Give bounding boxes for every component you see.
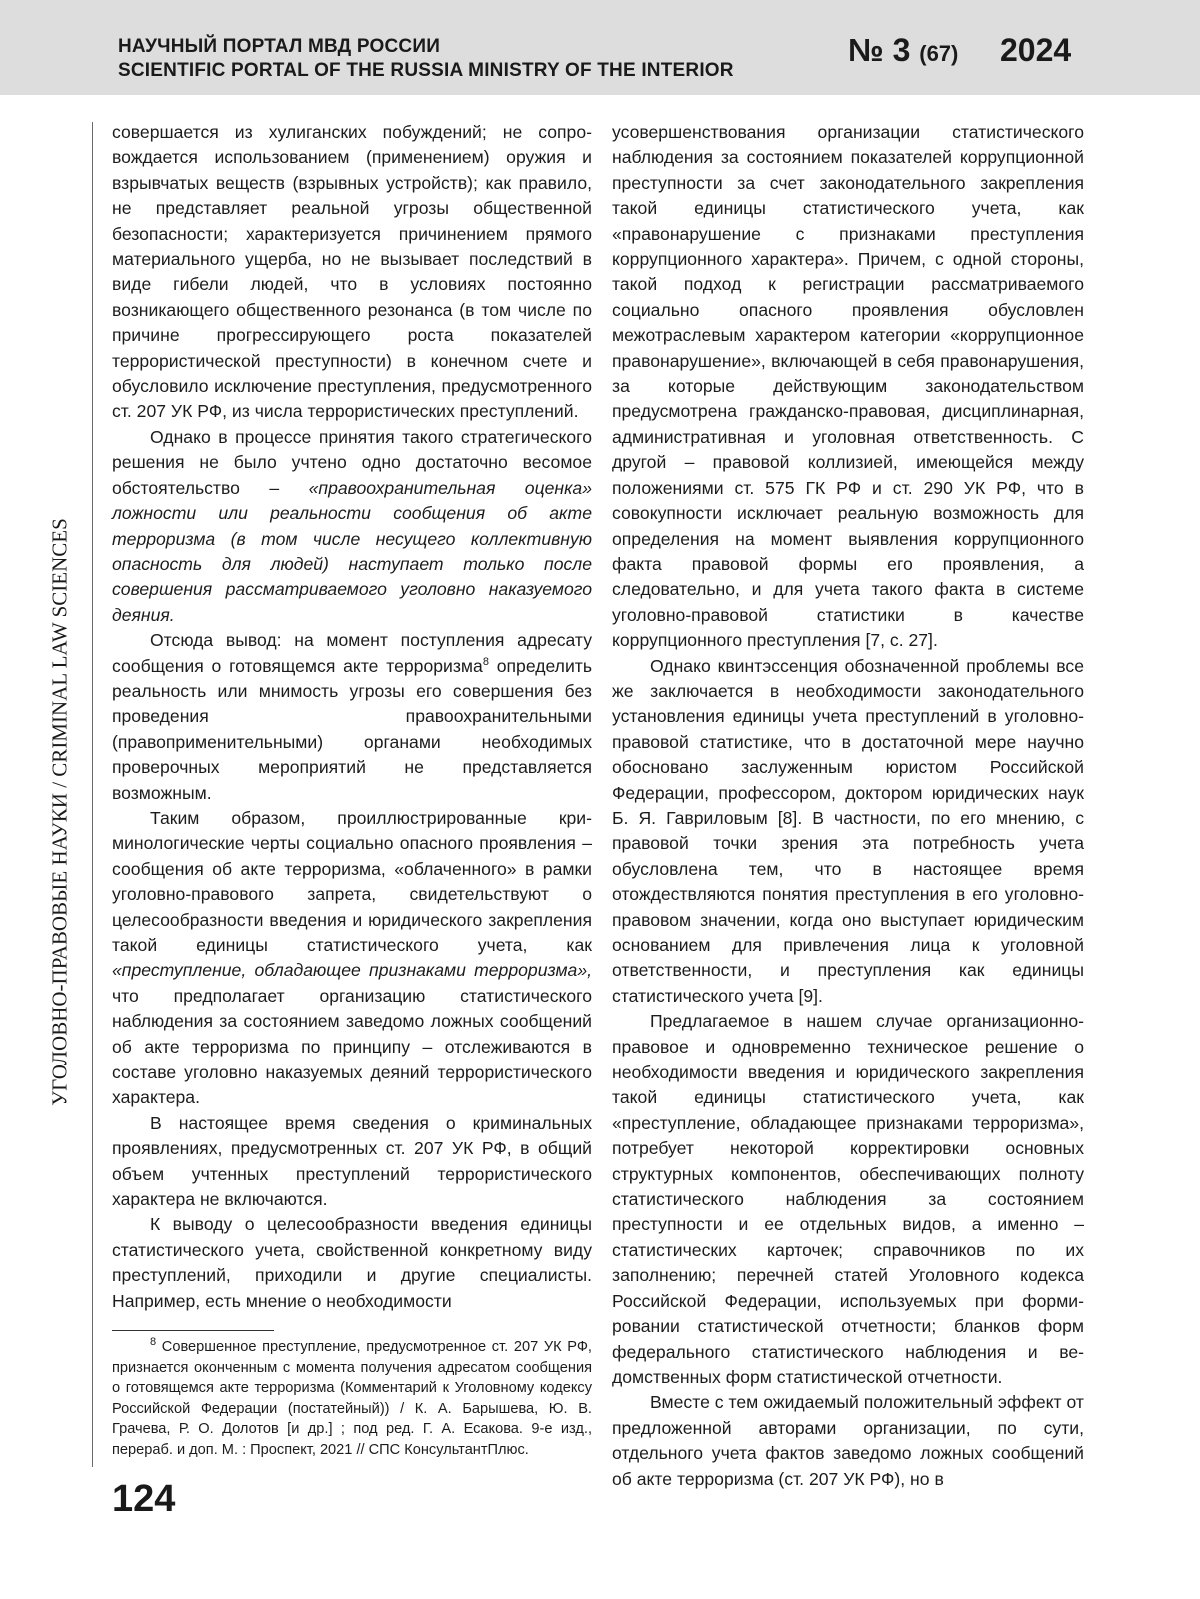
right-column [612, 120, 1084, 1492]
page-number: 124 [112, 1478, 176, 1520]
paragraph [112, 628, 592, 806]
paragraph-emphasis: «преступление, обладающее признаками терроризма», [112, 960, 592, 981]
issue-number [848, 32, 958, 69]
paragraph [112, 425, 592, 628]
paragraph: Предлагаемое в нашем случае организационно-правовое и одновременно техническое решение о необходимости введения и юридического закрепления такой единицы статистического учета, как «преступление, обладающее признаками терроризма», потребует некоторой корректировки основных структурных компонентов, обеспечивающих полноту статистического наблюдения за состоянием преступности и ее отдельных видов, а именно – статистических карточек; справочников по их заполнению; перечней статей Уголовного кодекса Российской Федерации, используемых при формировании статистической отчетности; бланков форм федерального статистического наблюдения и ведомственных форм статистической отчетности. [612, 1011, 1084, 1387]
footnote-divider [112, 1330, 274, 1331]
paragraph-text: Однако в процессе принятия такого стратегического решения не было учтено одно достаточно весомое обстоятельство – [112, 426, 592, 498]
paragraph: совершается из хулиганских побуждений; не сопровождается использованием (применением) оружия и взрывчатых веществ (взрывных устройств); как правило, не представляет реальной угрозы общественной безопасности; характеризуется причинением прямого материального ущерба, но не вызывает последствий в виде гибели людей, что в условиях постоянно возникающего общественного резонанса (в том числе по причине прогрессирующего роста показателей террористической преступности) в конечном счете и обусловило исключение преступления, предусмотренного ст. 207 УК РФ, из числа террористических преступлений. [112, 122, 592, 422]
paragraph: Однако квинтэссенция обозначенной проблемы все же заключается в необходимости законодательного установления единицы учета преступлений в уголовно-правовой статистике, что в достаточной мере научно обосновано заслуженным юристом Российской Федерации, профессором, доктором юридических наук Б. Я. Гавриловым [8]. В частности, по его мнению, с правовой точки зрения эта потребность учета обусловлена тем, что в настоящее время отождествляются понятия преступления в его уголовно-правовом значении, когда оно выступает юридическим основанием для привлечения лица к уголовной ответственности, и преступления как единицы статистического учета [9]. [612, 655, 1084, 1006]
section-side-label: УГОЛОВНО-ПРАВОВЫЕ НАУКИ / CRIMINAL LAW SCIENCES [47, 518, 72, 1106]
footnote-body: Совершенное преступление, предусмотренное ст. 207 УК РФ, признается оконченным с момента получения адресатом сообщения о готовящемся акте терроризма (Комментарий к Уголовному кодексу Российской Федерации (постатейный)) / К. А. Барышева, Ю. В. Грачева, Р. О. Долотов [и др.] ; под ред. Г. А. Есакова. 9-е изд., перераб. и доп. М. : Проспект, 2021 // СПС КонсультантПлюс. [112, 1339, 592, 1458]
journal-title-ru: НАУЧНЫЙ ПОРТАЛ МВД РОССИИ [118, 36, 441, 57]
paragraph-text: что предполагает организацию статистического наблюдения за состоянием заведомо ложных сообщений об акте терроризма по принципу – отслеживаются в составе уголовно наказуемых деяний террористического характера. [112, 985, 592, 1108]
left-column [112, 120, 592, 1314]
side-divider [92, 122, 93, 1467]
paragraph: К выводу о целесообразности введения единицы статистического учета, свойственной конкретному виду преступлений, приходили и другие специалисты. Например, есть мнение о необходимости [112, 1214, 592, 1311]
paragraph: В настоящее время сведения о криминальных проявлениях, предусмотренных ст. 207 УК РФ, в общий объем учтенных преступлений террористического характера не включаются. [112, 1112, 592, 1210]
paragraph: усовершенствования организации статистического наблюдения за состоянием показателей коррупционной преступности за счет законодательного закрепления такой единицы статистического учета, как «правонарушение с признаками преступления коррупционного характера». Причем, с одной стороны, такой подход к регистрации рассматриваемого социально опасного проявления обусловлен межотраслевым характером категории «коррупционное правонарушение», включающей в себя правонарушения, за которые действующим законодательством предусмотрена гражданско-правовая, дисциплинарная, административная и уголовная ответственность. С другой – правовой коллизией, имеющейся между положениями ст. 575 ГК РФ и ст. 290 УК РФ, что в совокупности исключает реальную возможность для определения на момент выявления коррупционного факта правовой формы его проявления, а следовательно, и для учета такого факта в системе уголовно-правовой статистики в качестве коррупционного преступления [7, с. 27]. [612, 122, 1084, 651]
issue-no: № 3 [848, 32, 911, 68]
paragraph-text: определить реальность или мнимость угрозы его совершения без проведения правоохранительными (правоприменительными) органами необходимых проверочных мероприятий не представляется возможным. [112, 655, 592, 803]
footnote [112, 1337, 592, 1461]
issue-total: (67) [919, 41, 959, 66]
paragraph-emphasis: «правоохранительная оценка» ложности или реальности сообщения об акте терроризма (в том числе несущего коллективную опасность для людей) наступает только после совершения рассматриваемого уголовно наказуемого деяния. [112, 477, 592, 625]
paragraph [112, 806, 592, 1111]
paragraph-text: Отсюда вывод: на момент поступления адресату сообщения о готовящемся акте терроризма [112, 630, 592, 676]
footnote-mark: 8 [150, 1336, 157, 1349]
footnote-text [112, 1337, 592, 1461]
page-header [0, 0, 1200, 95]
journal-title-en: SCIENTIFIC PORTAL OF THE RUSSIA MINISTRY OF THE INTERIOR [118, 60, 734, 81]
footnote-ref: 8 [482, 655, 489, 668]
issue-year: 2024 [1000, 32, 1072, 68]
paragraph: Вместе с тем ожидаемый положительный эффект от предложенной авторами организации, по сути, отдельного учета фактов заведомо ложных сообщений об акте терроризма (ст. 207 УК РФ), но в [612, 1392, 1084, 1489]
paragraph-text: Таким образом, проиллюстрированные криминологические черты социально опасного проявления – сообщения об акте терроризма, «облаченного» в рамки уголовно-правового запрета, свидетельствуют о целесообразности введения и юридического закрепления такой единицы статистического учета, как [112, 807, 592, 955]
